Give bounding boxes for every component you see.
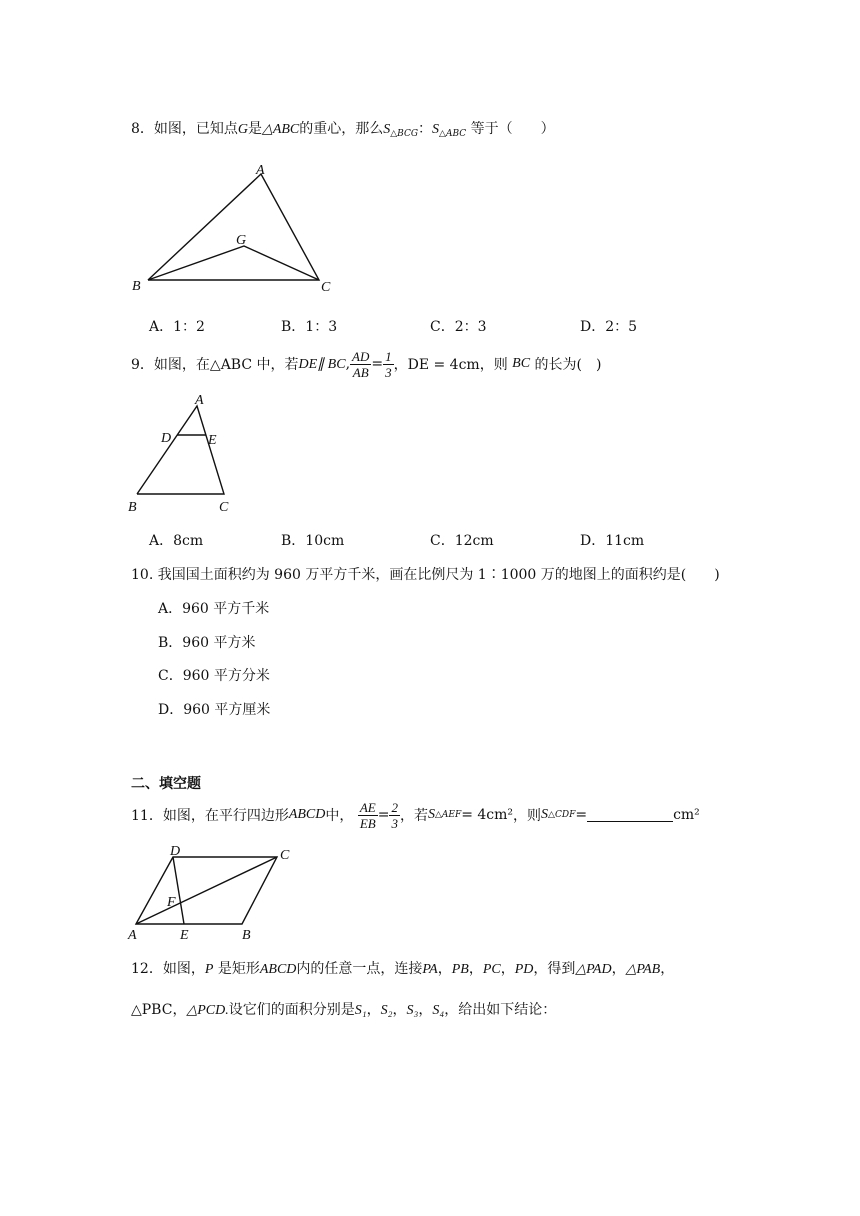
q11-label-b: B [242,928,251,942]
q11-stem [131,797,700,833]
q8-option-c[interactable]: C．2：3 [430,319,487,335]
q12-text-d: ，得到 [533,961,576,977]
q9-val-den: 3 [385,364,392,380]
q9-label-c: C [219,500,229,515]
q12-triangle-pab: △PAB [625,962,661,977]
q9-option-b[interactable]: B．10cm [281,533,345,549]
q12-s4: S₄ [432,1003,445,1018]
q11-area-s1-value: = 4cm² [461,807,514,823]
q12-line-2: △PBC，△PCD.设它们的面积分别是S₁，S₂，S₃，S₄，给出如下结论： [131,1002,557,1018]
q12-s2: S₂ [380,1003,393,1018]
section-fill-in-title: 二、填空题 [131,776,201,792]
q9-triangle-figure [125,390,240,518]
q8-triangle-abc: △ABC [262,122,300,137]
q11-text-d: ，则 [513,808,542,824]
q8-text-b: 是 [248,121,263,137]
q10-option-a[interactable]: A．960 平方千米 [158,601,270,617]
q9-label-e: E [208,433,217,448]
q11-value-fraction [389,800,400,831]
q9-val-num: 1 [385,348,392,364]
q8-number: 8． [131,121,154,137]
q12-triangle-pcd: △PCD. [186,1003,229,1018]
q8-colon: ： [418,121,433,137]
q9-ratio-fraction [350,349,371,380]
q8-triangle-abc-outline [148,174,319,280]
q12-pb: PB [451,962,469,977]
q12-pa: PA [422,962,438,977]
q11-frac-num: AE [359,799,376,815]
q11-text-a: 如图，在平行四边形 [162,808,289,824]
q12-line-1: 12．如图，P 是矩形ABCD内的任意一点，连接PA，PB，PC，PD，得到△PAD，△PAB， [131,961,675,977]
q8-option-b[interactable]: B．1：3 [281,319,338,335]
q11-segment-de [173,857,184,924]
q11-label-d: D [170,844,181,859]
q12-text-f: ，给出如下结论： [444,1002,557,1018]
q10-option-b[interactable]: B．960 平方米 [158,635,256,651]
q8-label-b: B [132,279,141,294]
q9-text-b: ，则 [479,357,508,373]
q11-text-b: 中， [325,808,354,824]
q10-stem: 10. 我国国土面积约为 960 万平方千米，画在比例尺为 1∶1000 万的地图上的面积约是( ) [131,567,720,583]
q8-area-s2: S [432,122,440,137]
q9-text-c: 的长为( ) [534,357,602,373]
q11-label-f: F [167,895,176,910]
q8-area-s1: S [383,122,391,137]
q12-var-p: P [204,962,214,977]
q9-option-d[interactable]: D．11cm [580,533,645,549]
q8-var-g: G [237,122,249,137]
q11-frac-den: EB [359,815,376,831]
q9-label-d: D [161,431,172,446]
q9-frac-den: AB [352,364,369,380]
q11-label-a: A [128,928,137,942]
q8-stem [131,118,555,139]
q8-centroid-lines [148,246,319,280]
q11-text-c: ，若 [399,808,428,824]
q11-area-s1: S [427,807,435,822]
q9-label-b: B [128,500,137,515]
q11-unit: cm² [673,807,700,823]
q11-number: 11． [131,808,163,824]
q12-text-b: 是矩形 [217,961,260,977]
q11-val-num: 2 [391,799,398,815]
q11-ratio-fraction [358,800,378,831]
q12-triangle-pad: △PAD [575,962,612,977]
q9-parallel-condition: DE∥ BC [298,356,346,372]
q9-value-fraction [383,349,394,380]
q12-text-c: 内的任意一点，连接 [296,961,423,977]
q8-triangle-figure [128,158,338,298]
q11-var-abcd: ABCD [288,807,326,822]
q11-label-c: C [280,848,290,863]
q9-frac-num: AD [352,348,370,364]
q12-pc: PC [482,962,501,977]
q8-text-d: 等于（ ） [470,121,555,137]
q9-equals: = [371,356,384,372]
q9-var-bc: BC [512,356,531,371]
q8-area-s2-sub: △ABC [439,129,467,139]
q10-option-d[interactable]: D．960 平方厘米 [158,702,271,718]
q10-option-c[interactable]: C．960 平方分米 [158,668,270,684]
q8-option-a[interactable]: A．1：2 [149,319,205,335]
q8-text-c: 的重心，那么 [299,121,384,137]
q8-label-c: C [321,280,331,295]
q12-pd: PD [514,962,534,977]
q12-text-a: 12．如图， [131,961,205,977]
q12-triangle-pbc: △PBC [131,1002,173,1018]
q8-label-g: G [236,233,247,248]
q9-option-c[interactable]: C．12cm [430,533,494,549]
q8-text-a: 如图，已知点 [153,121,238,137]
q11-area-s2: S [541,807,549,822]
q12-text-e: 设它们的面积分别是 [228,1002,355,1018]
q8-label-a: A [256,163,265,178]
q11-parallelogram-figure [126,842,306,942]
q9-triangle-outline [137,406,224,494]
q11-area-s1-sub: △AEF [434,810,462,820]
q9-stem: 9． 如图，在△ABC 中，若 DE∥ BC , $\frac{AD}{AB}$ = $\frac{1}{3}$ ，DE = 4cm ，则 BC 的长为( ) [131,348,602,380]
q9-de-length: ，DE = 4cm [393,357,480,373]
q11-val-den: 3 [391,815,398,831]
q11-equals: = [377,807,390,823]
q9-number: 9． [131,357,154,373]
q8-option-d[interactable]: D．2：5 [580,319,638,335]
q11-area-s2-equals: = [575,807,588,823]
q12-var-abcd: ABCD [259,962,297,977]
q11-area-s2-sub: △CDF [548,810,576,820]
q11-answer-blank[interactable] [587,809,673,822]
q9-label-a: A [195,393,204,408]
q9-text-a: 如图，在△ABC 中，若 [153,357,299,373]
q12-s3: S₃ [406,1003,419,1018]
q11-label-e: E [180,928,189,942]
q8-area-s1-sub: △BCG [390,129,419,139]
q9-option-a[interactable]: A．8cm [149,533,204,549]
q12-s1: S₁ [354,1003,367,1018]
q11-diagonal-ac [136,857,277,924]
